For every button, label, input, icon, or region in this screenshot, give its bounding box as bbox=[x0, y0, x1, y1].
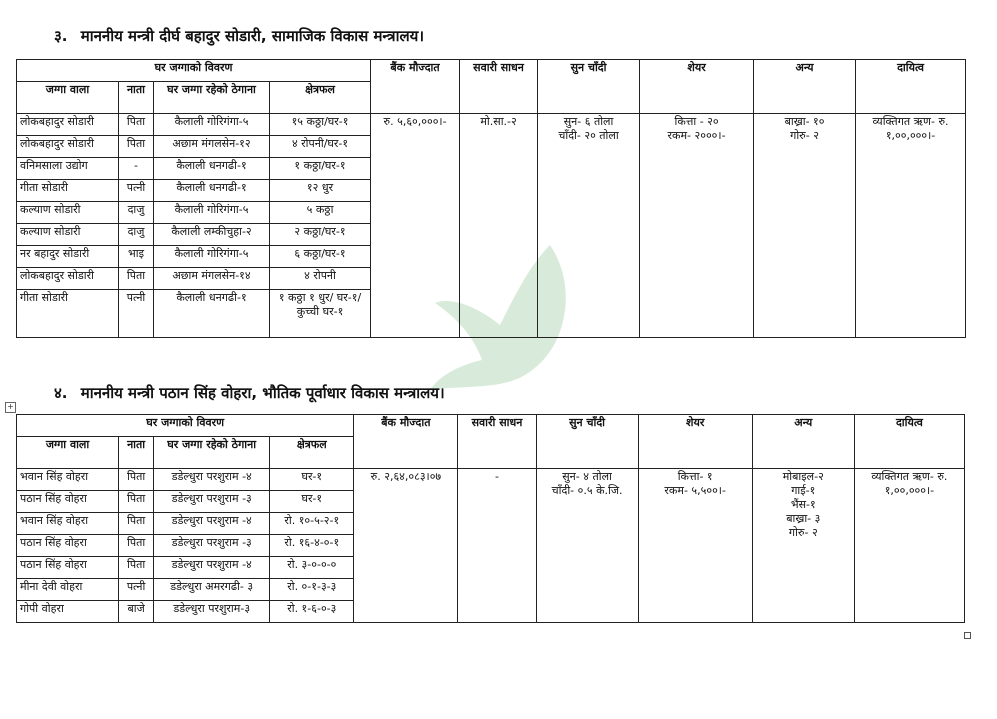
section-number: ४. bbox=[54, 384, 68, 402]
address-cell: डडेल्धुरा परशुराम-३ bbox=[154, 601, 270, 623]
owner-header: जग्गा वाला bbox=[17, 82, 119, 114]
vehicle-value: - bbox=[458, 469, 536, 623]
address-cell: अछाम मंगलसेन-१४ bbox=[154, 268, 270, 290]
asset-table-minister-bohara bbox=[16, 414, 965, 623]
owner-header: जग्गा वाला bbox=[17, 437, 119, 469]
address-cell: डडेल्धुरा परशुराम -३ bbox=[154, 535, 270, 557]
other-line: गाई-१ bbox=[791, 484, 816, 497]
relation-cell: पत्नी bbox=[119, 290, 154, 338]
liability-value bbox=[856, 114, 966, 338]
gold-silver-value bbox=[538, 114, 640, 338]
vehicle-value: मो.सा.-२ bbox=[460, 114, 538, 338]
owner-cell: मीना देवी वोहरा bbox=[17, 579, 119, 601]
address-header: घर जग्गा रहेको ठेगाना bbox=[154, 437, 270, 469]
area-cell: रो. ०-१-३-३ bbox=[270, 579, 354, 601]
relation-cell: पिता bbox=[119, 535, 154, 557]
liability-line: १,००,०००।- bbox=[885, 129, 936, 142]
gold-silver-header: सुन चाँदी bbox=[536, 415, 638, 469]
other-header: अन्य bbox=[754, 60, 856, 114]
other-line: गोरु- २ bbox=[790, 129, 819, 142]
address-cell: डडेल्धुरा अमरगढी- ३ bbox=[154, 579, 270, 601]
owner-cell: भवान सिंह वोहरा bbox=[17, 513, 119, 535]
silver-line: चाँदी- ०.५ के.जि. bbox=[551, 484, 623, 497]
relation-cell: दाजु bbox=[119, 224, 154, 246]
relation-cell: पिता bbox=[119, 469, 154, 491]
shares-value bbox=[638, 469, 752, 623]
bank-value: रु. २,६४,०८३।०७ bbox=[354, 469, 458, 623]
area-cell: रो. ३-०-०-० bbox=[270, 557, 354, 579]
relation-cell: पत्नी bbox=[119, 579, 154, 601]
other-value bbox=[752, 469, 854, 623]
area-cell: ४ रोपनी bbox=[270, 268, 371, 290]
owner-cell: कल्याण सोडारी bbox=[17, 224, 119, 246]
asset-table-minister-sodari bbox=[16, 59, 966, 338]
area-cell: ५ कठ्ठा bbox=[270, 202, 371, 224]
bank-header: बैंक मौज्दात bbox=[354, 415, 458, 469]
area-cell: २ कठ्ठा/घर-१ bbox=[270, 224, 371, 246]
table-move-handle-icon[interactable]: + bbox=[5, 402, 16, 413]
liability-header: दायित्व bbox=[856, 60, 966, 114]
relation-cell: पिता bbox=[119, 557, 154, 579]
vehicle-header: सवारी साधन bbox=[460, 60, 538, 114]
table-resize-handle-icon[interactable] bbox=[964, 632, 971, 639]
other-line: भैंस-१ bbox=[790, 498, 816, 511]
shares-amount-line: रकम- २०००।- bbox=[667, 129, 726, 142]
address-cell: कैलाली धनगढी-१ bbox=[154, 180, 270, 202]
other-header: अन्य bbox=[752, 415, 854, 469]
other-line: बाख्रा- ३ bbox=[786, 512, 821, 525]
bank-header: बैंक मौज्दात bbox=[371, 60, 460, 114]
owner-cell: नर बहादुर सोडारी bbox=[17, 246, 119, 268]
section-heading-4 bbox=[54, 383, 445, 403]
shares-count-line: कित्ता- १ bbox=[677, 470, 713, 483]
relation-cell: पिता bbox=[119, 136, 154, 158]
address-cell: डडेल्धुरा परशुराम -४ bbox=[154, 557, 270, 579]
gold-line: सुन- ६ तोला bbox=[563, 115, 614, 128]
shares-amount-line: रकम- ५,५००।- bbox=[664, 484, 726, 497]
owner-cell: पठान सिंह वोहरा bbox=[17, 557, 119, 579]
area-header: क्षेत्रफल bbox=[270, 82, 371, 114]
area-cell: ६ कठ्ठा/घर-१ bbox=[270, 246, 371, 268]
area-cell: घर-१ bbox=[270, 491, 354, 513]
area-cell: रो. १६-४-०-१ bbox=[270, 535, 354, 557]
relation-cell: भाइ bbox=[119, 246, 154, 268]
relation-cell: पत्नी bbox=[119, 180, 154, 202]
address-cell: डडेल्धुरा परशुराम -४ bbox=[154, 469, 270, 491]
owner-cell: पठान सिंह वोहरा bbox=[17, 491, 119, 513]
bank-value: रु. ५,६०,०००।- bbox=[371, 114, 460, 338]
vehicle-header: सवारी साधन bbox=[458, 415, 536, 469]
owner-cell: कल्याण सोडारी bbox=[17, 202, 119, 224]
silver-line: चाँदी- २० तोला bbox=[558, 129, 619, 142]
area-cell: १५ कठ्ठा/घर-१ bbox=[270, 114, 371, 136]
address-cell: कैलाली धनगढी-१ bbox=[154, 290, 270, 338]
shares-header: शेयर bbox=[638, 415, 752, 469]
owner-cell: गोपी वोहरा bbox=[17, 601, 119, 623]
address-cell: कैलाली गोरिगंगा-५ bbox=[154, 202, 270, 224]
area-cell: १२ धुर bbox=[270, 180, 371, 202]
address-cell: डडेल्धुरा परशुराम -३ bbox=[154, 491, 270, 513]
section-heading-3 bbox=[54, 26, 424, 46]
relation-header: नाता bbox=[119, 437, 154, 469]
owner-cell: पठान सिंह वोहरा bbox=[17, 535, 119, 557]
address-cell: कैलाली धनगढी-१ bbox=[154, 158, 270, 180]
address-cell: अछाम मंगलसेन-१२ bbox=[154, 136, 270, 158]
land-details-header: घर जग्गाको विवरण bbox=[17, 415, 354, 437]
other-line: बाख्रा- १० bbox=[784, 115, 825, 128]
area-cell: १ कठ्ठा १ धुर/ घर-१/ कुच्ची घर-१ bbox=[270, 290, 371, 338]
owner-cell: लोकबहादुर सोडारी bbox=[17, 114, 119, 136]
owner-cell: भवान सिंह वोहरा bbox=[17, 469, 119, 491]
gold-silver-value bbox=[536, 469, 638, 623]
liability-line: व्यक्तिगत ऋण- रु. bbox=[872, 115, 949, 128]
land-details-header: घर जग्गाको विवरण bbox=[17, 60, 371, 82]
relation-cell: बाजे bbox=[119, 601, 154, 623]
liability-line: १,००,०००।- bbox=[884, 484, 935, 497]
address-cell: डडेल्धुरा परशुराम -४ bbox=[154, 513, 270, 535]
relation-cell: दाजु bbox=[119, 202, 154, 224]
liability-line: व्यक्तिगत ऋण- रु. bbox=[871, 470, 948, 483]
shares-count-line: कित्ता - २० bbox=[674, 115, 719, 128]
owner-cell: लोकबहादुर सोडारी bbox=[17, 136, 119, 158]
area-cell: १ कठ्ठा/घर-१ bbox=[270, 158, 371, 180]
area-cell: रो. १०-५-२-१ bbox=[270, 513, 354, 535]
table-row bbox=[17, 114, 966, 136]
liability-value bbox=[854, 469, 964, 623]
liability-header: दायित्व bbox=[854, 415, 964, 469]
area-cell: ४ रोपनी/घर-१ bbox=[270, 136, 371, 158]
area-cell: रो. १-६-०-३ bbox=[270, 601, 354, 623]
section-number: ३. bbox=[54, 27, 68, 45]
gold-line: सुन- ४ तोला bbox=[562, 470, 612, 483]
area-header: क्षेत्रफल bbox=[270, 437, 354, 469]
table-row bbox=[17, 469, 965, 491]
other-line: गोरु- २ bbox=[788, 526, 818, 539]
relation-cell: - bbox=[119, 158, 154, 180]
relation-cell: पिता bbox=[119, 114, 154, 136]
owner-cell: गीता सोडारी bbox=[17, 290, 119, 338]
address-cell: कैलाली गोरिगंगा-५ bbox=[154, 246, 270, 268]
relation-cell: पिता bbox=[119, 268, 154, 290]
shares-value bbox=[640, 114, 754, 338]
address-cell: कैलाली लम्कीचुहा-२ bbox=[154, 224, 270, 246]
relation-header: नाता bbox=[119, 82, 154, 114]
address-header: घर जग्गा रहेको ठेगाना bbox=[154, 82, 270, 114]
area-cell: घर-१ bbox=[270, 469, 354, 491]
section-title: माननीय मन्त्री पठान सिंह वोहरा, भौतिक पूर्वाधार विकास मन्त्रालय। bbox=[80, 384, 445, 402]
relation-cell: पिता bbox=[119, 513, 154, 535]
relation-cell: पिता bbox=[119, 491, 154, 513]
owner-cell: गीता सोडारी bbox=[17, 180, 119, 202]
section-title: माननीय मन्त्री दीर्घ बहादुर सोडारी, सामाजिक विकास मन्त्रालय। bbox=[80, 27, 425, 45]
other-line: मोबाइल-२ bbox=[782, 470, 824, 483]
address-cell: कैलाली गोरिगंगा-५ bbox=[154, 114, 270, 136]
other-value bbox=[754, 114, 856, 338]
owner-cell: लोकबहादुर सोडारी bbox=[17, 268, 119, 290]
gold-silver-header: सुन चाँदी bbox=[538, 60, 640, 114]
shares-header: शेयर bbox=[640, 60, 754, 114]
owner-cell: वनिमसाला उद्योग bbox=[17, 158, 119, 180]
